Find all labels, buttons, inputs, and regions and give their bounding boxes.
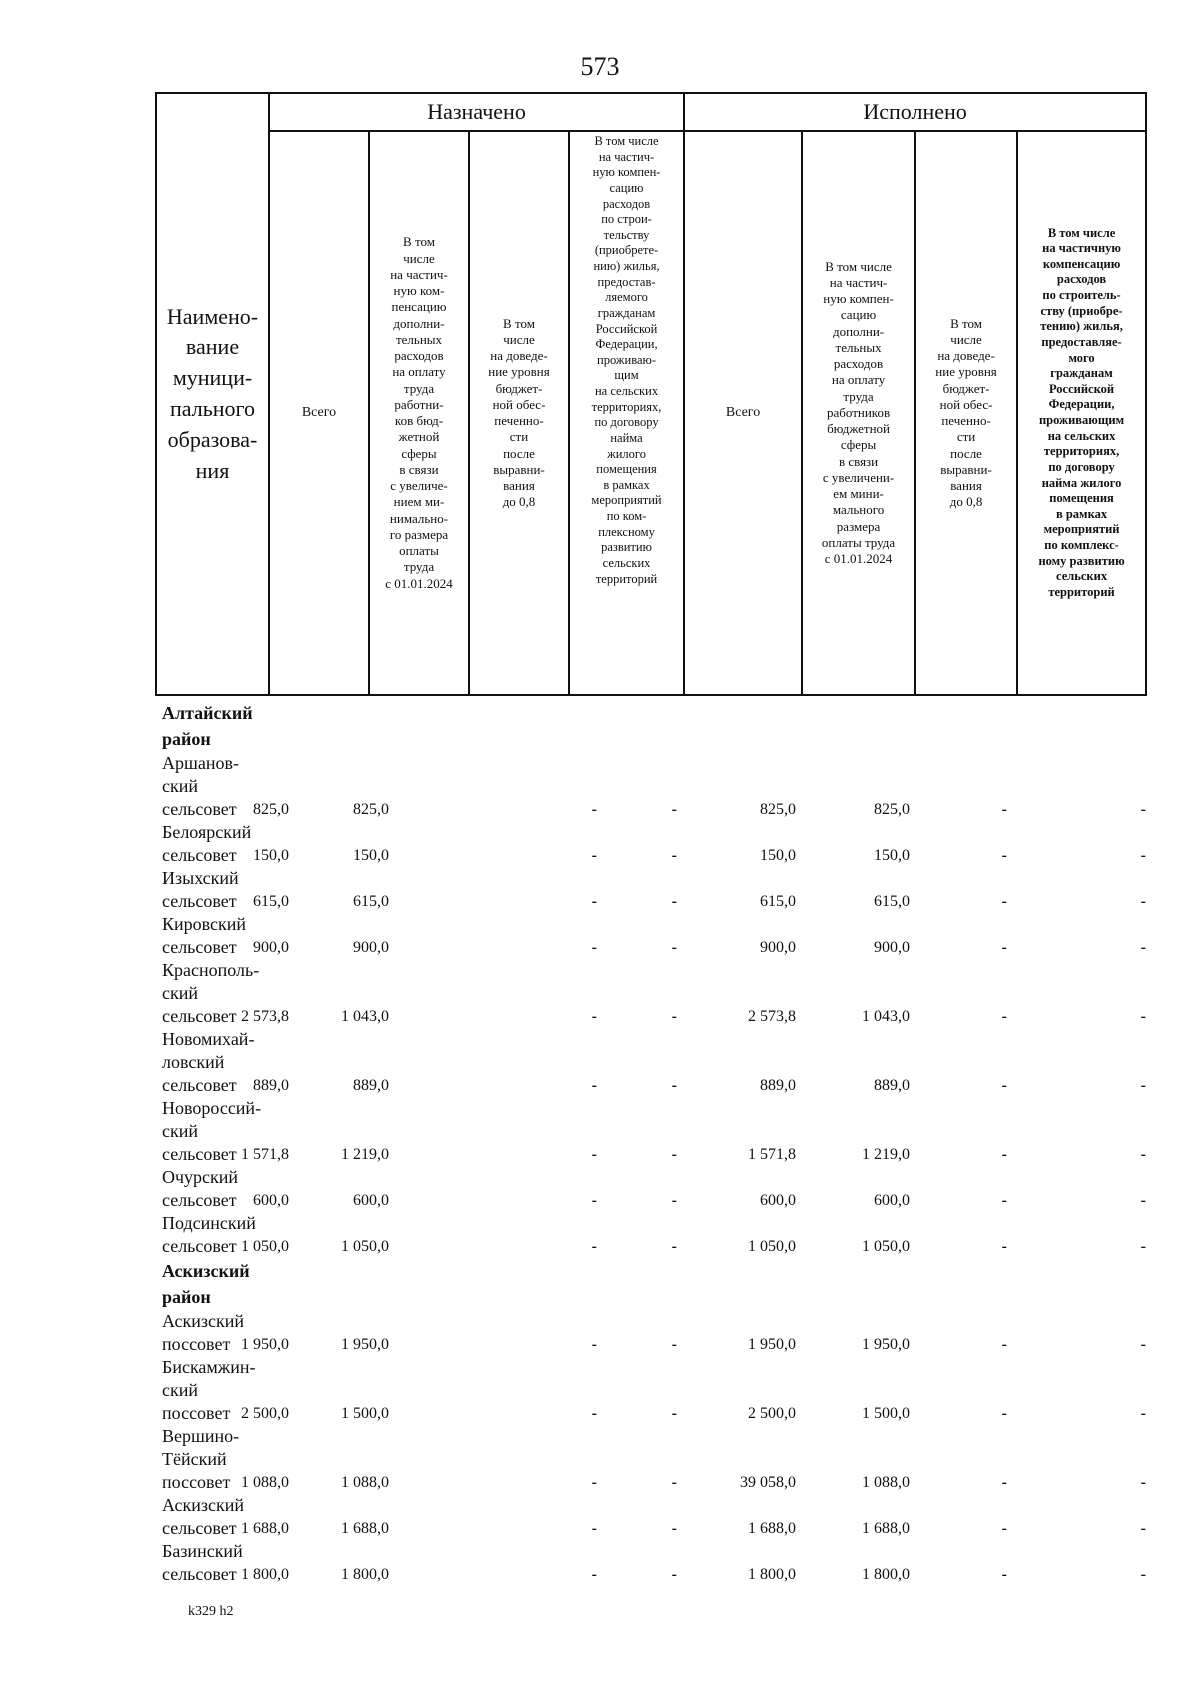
table-header [155,92,1147,696]
cell-assigned-housing: - [671,1008,677,1025]
table-row [162,913,1152,959]
cell-executed-wage: 615,0 [874,893,910,910]
table-row [162,1494,1152,1540]
row-name: Белоярский сельсовет [162,822,252,865]
cell-assigned-wage: 1 500,0 [341,1405,389,1422]
cell-assigned-housing: - [671,1238,677,1255]
cell-assigned-wage: 1 043,0 [341,1008,389,1025]
cell-assigned-total: 600,0 [253,1192,289,1209]
cell-assigned-equalization: - [591,1192,597,1209]
cell-assigned-wage: 1 050,0 [341,1238,389,1255]
row-name: Подсинский сельсовет [162,1213,256,1256]
cell-assigned-equalization: - [591,1405,597,1422]
cell-executed-equalization: - [1001,1566,1007,1583]
cell-assigned-housing: - [671,1146,677,1163]
cell-assigned-wage: 1 950,0 [341,1336,389,1353]
cell-executed-housing: - [1140,1146,1146,1163]
cell-assigned-total: 1 088,0 [241,1474,289,1491]
table-body [162,700,1152,1586]
row-name: Аршанов- ский сельсовет [162,753,239,819]
cell-assigned-wage: 825,0 [353,801,389,818]
header-name-label: Наимено- вание муници- пального образова- ния [166,303,259,483]
cell-executed-equalization: - [1001,1405,1007,1422]
cell-executed-equalization: - [1001,1008,1007,1025]
cell-assigned-wage: 1 088,0 [341,1474,389,1491]
table-row [162,1097,1152,1166]
header-group-assigned: Назначено [269,93,684,131]
cell-executed-wage: 1 088,0 [862,1474,910,1491]
cell-executed-wage: 1 043,0 [862,1008,910,1025]
cell-assigned-housing: - [671,1474,677,1491]
table-row [162,1166,1152,1212]
header-assigned-rural-housing: В том числе на частич- ную компен- сацию расходов по строи- тельству (приобрете- нию) жилья, предостав- ляемого гражданам Российской Федерации, проживаю- щим на сельских территориях, по договору найма жилого помещения в рамках мероприятий по ком- плексному развитию сельских территорий [569,131,684,695]
cell-executed-equalization: - [1001,1077,1007,1094]
cell-executed-total: 1 050,0 [748,1238,796,1255]
cell-executed-total: 1 571,8 [748,1146,796,1163]
header-executed-total: Всего [684,131,802,695]
cell-assigned-housing: - [671,801,677,818]
cell-executed-wage: 600,0 [874,1192,910,1209]
cell-executed-housing: - [1140,847,1146,864]
row-name: Изыхский сельсовет [162,868,239,911]
row-name: Новороссий- ский сельсовет [162,1098,262,1164]
cell-assigned-housing: - [671,1405,677,1422]
cell-executed-housing: - [1140,1008,1146,1025]
cell-assigned-equalization: - [591,1238,597,1255]
cell-assigned-equalization: - [591,1077,597,1094]
cell-assigned-total: 825,0 [253,801,289,818]
cell-executed-total: 825,0 [760,801,796,818]
cell-executed-equalization: - [1001,939,1007,956]
row-name: Аскизский сельсовет [162,1495,245,1538]
cell-executed-wage: 1 050,0 [862,1238,910,1255]
cell-assigned-equalization: - [591,939,597,956]
cell-executed-housing: - [1140,1405,1146,1422]
cell-assigned-housing: - [671,847,677,864]
cell-executed-equalization: - [1001,847,1007,864]
cell-executed-total: 1 950,0 [748,1336,796,1353]
cell-assigned-housing: - [671,939,677,956]
cell-assigned-equalization: - [591,1474,597,1491]
cell-assigned-total: 1 050,0 [241,1238,289,1255]
cell-assigned-total: 1 950,0 [241,1336,289,1353]
cell-executed-equalization: - [1001,1192,1007,1209]
cell-assigned-wage: 600,0 [353,1192,389,1209]
cell-assigned-equalization: - [591,1566,597,1583]
cell-executed-equalization: - [1001,1336,1007,1353]
cell-executed-wage: 900,0 [874,939,910,956]
cell-executed-total: 600,0 [760,1192,796,1209]
cell-executed-wage: 1 500,0 [862,1405,910,1422]
table-row [162,867,1152,913]
cell-executed-housing: - [1140,801,1146,818]
cell-executed-housing: - [1140,1566,1146,1583]
table-row [162,752,1152,821]
header-executed-rural-housing: В том числе на частичную компенсацию расходов по строитель- ству (приобре- тению) жилья, предоставляе- мого гражданам Российской Федерации, проживающим на сельских территориях, по договору найма жилого помещения в рамках мероприятий по комплекс- ному развитию сельских территорий [1017,131,1146,695]
cell-executed-equalization: - [1001,1146,1007,1163]
cell-executed-wage: 150,0 [874,847,910,864]
cell-assigned-total: 150,0 [253,847,289,864]
cell-executed-wage: 825,0 [874,801,910,818]
cell-assigned-wage: 1 688,0 [341,1520,389,1537]
header-executed-budget-equalization: В том числе на доведе- ние уровня бюджет- ной обес- печенно- сти после выравни- вания до 0,8 [915,131,1017,695]
cell-executed-wage: 1 800,0 [862,1566,910,1583]
cell-assigned-housing: - [671,1336,677,1353]
row-name: Вершино- Тёйский поссовет [162,1426,240,1492]
cell-assigned-total: 615,0 [253,893,289,910]
cell-assigned-housing: - [671,1192,677,1209]
cell-executed-total: 615,0 [760,893,796,910]
cell-executed-housing: - [1140,1336,1146,1353]
cell-assigned-equalization: - [591,1336,597,1353]
district-heading: Аскизский район [162,1261,250,1307]
row-name: Краснополь- ский сельсовет [162,960,260,1026]
cell-executed-equalization: - [1001,801,1007,818]
cell-executed-total: 39 058,0 [740,1474,796,1491]
footer-code: k329 h2 [188,1604,234,1619]
table-row [162,1540,1152,1586]
cell-executed-equalization: - [1001,893,1007,910]
cell-executed-equalization: - [1001,1520,1007,1537]
cell-executed-total: 900,0 [760,939,796,956]
row-name: Бискамжин- ский поссовет [162,1357,256,1423]
page-number: 573 [580,52,620,81]
cell-assigned-housing: - [671,1566,677,1583]
header-name-column [156,93,269,695]
cell-executed-housing: - [1140,1238,1146,1255]
row-name: Очурский сельсовет [162,1167,239,1210]
cell-assigned-total: 1 800,0 [241,1566,289,1583]
cell-executed-housing: - [1140,1192,1146,1209]
cell-assigned-wage: 615,0 [353,893,389,910]
cell-assigned-housing: - [671,893,677,910]
cell-assigned-equalization: - [591,1520,597,1537]
cell-executed-equalization: - [1001,1238,1007,1255]
header-assigned-budget-equalization: В том числе на доведе- ние уровня бюджет- ной обес- печенно- сти после выравни- вания до 0,8 [469,131,569,695]
cell-executed-housing: - [1140,893,1146,910]
cell-executed-total: 2 573,8 [748,1008,796,1025]
table-row [162,1310,1152,1356]
cell-assigned-total: 889,0 [253,1077,289,1094]
table-row [162,959,1152,1028]
table-row [162,1028,1152,1097]
cell-executed-total: 150,0 [760,847,796,864]
cell-executed-housing: - [1140,939,1146,956]
cell-assigned-equalization: - [591,1008,597,1025]
row-name: Новомихай- ловский сельсовет [162,1029,255,1095]
cell-executed-housing: - [1140,1520,1146,1537]
cell-assigned-wage: 1 800,0 [341,1566,389,1583]
cell-assigned-total: 1 571,8 [241,1146,289,1163]
cell-executed-wage: 1 219,0 [862,1146,910,1163]
table-row [162,821,1152,867]
cell-assigned-total: 2 500,0 [241,1405,289,1422]
cell-assigned-equalization: - [591,1146,597,1163]
cell-executed-housing: - [1140,1077,1146,1094]
header-assigned-wage-compensation: В том числе на частич- ную ком- пенсацию дополни- тельных расходов на оплату труда работни- ков бюд- жетной сферы в связи с увеличе- нием ми- нимально- го размера оплаты труда с 01.01.2024 [369,131,469,695]
cell-executed-total: 2 500,0 [748,1405,796,1422]
cell-assigned-total: 2 573,8 [241,1008,289,1025]
cell-executed-total: 1 800,0 [748,1566,796,1583]
cell-assigned-wage: 1 219,0 [341,1146,389,1163]
cell-executed-wage: 1 950,0 [862,1336,910,1353]
cell-assigned-total: 1 688,0 [241,1520,289,1537]
row-name: Аскизский поссовет [162,1311,245,1354]
header-assigned-total: Всего [269,131,369,695]
cell-assigned-wage: 889,0 [353,1077,389,1094]
row-name: Базинский сельсовет [162,1541,243,1584]
cell-assigned-equalization: - [591,801,597,818]
cell-executed-housing: - [1140,1474,1146,1491]
cell-executed-total: 889,0 [760,1077,796,1094]
cell-executed-wage: 1 688,0 [862,1520,910,1537]
cell-assigned-wage: 150,0 [353,847,389,864]
cell-assigned-wage: 900,0 [353,939,389,956]
table-row [162,1425,1152,1494]
header-executed-wage-compensation: В том числе на частич- ную компен- сацию дополни- тельных расходов на оплату труда работников бюджетной сферы в связи с увеличени- ем мини- мального размера оплаты труда с 01.01.2024 [802,131,915,695]
cell-assigned-housing: - [671,1520,677,1537]
cell-executed-wage: 889,0 [874,1077,910,1094]
district-heading: Алтайский район [162,703,253,749]
table-row [162,1212,1152,1258]
cell-executed-total: 1 688,0 [748,1520,796,1537]
header-group-executed: Исполнено [684,93,1146,131]
cell-assigned-equalization: - [591,893,597,910]
cell-assigned-total: 900,0 [253,939,289,956]
row-name: Кировский сельсовет [162,914,247,957]
cell-executed-equalization: - [1001,1474,1007,1491]
cell-assigned-housing: - [671,1077,677,1094]
table-row [162,1356,1152,1425]
cell-assigned-equalization: - [591,847,597,864]
